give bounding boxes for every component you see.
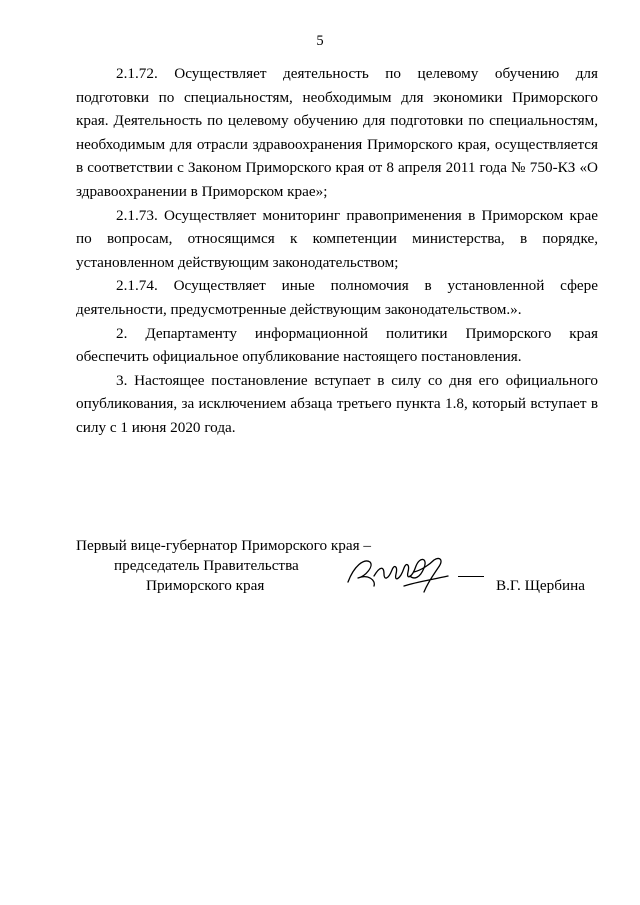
signatory-title-line1: Первый вице-губернатор Приморского края – xyxy=(76,537,371,554)
signature-dash xyxy=(458,576,484,577)
paragraph-2-1-74: 2.1.74. Осуществляет иные полномочия в установленной сфере деятельности, предусмотренные действующим законодательством.». xyxy=(76,277,598,318)
signatory-title-line2: председатель Правительства xyxy=(114,557,299,574)
document-body xyxy=(76,62,598,440)
signatory-title-line3: Приморского края xyxy=(146,577,265,594)
paragraph-2-1-72: 2.1.72. Осуществляет деятельность по целевому обучению для подготовки по специальностям, необходимым для экономики Приморского края. Деятельность по целевому обучению для подготовки по специальностям, необходимым для отрасли здравоохранения Приморского края, осуществляется в соответствии с Законом Приморского края от 8 апреля 2011 года № 750-КЗ «О здравоохранении в Приморском крае»; xyxy=(76,65,598,200)
paragraph-3: 3. Настоящее постановление вступает в силу со дня его официального опубликования, за исключением абзаца третьего пункта 1.8, который вступает в силу с 1 июня 2020 года. xyxy=(76,371,598,436)
paragraph-2: 2. Департаменту информационной политики Приморского края обеспечить официальное опубликование настоящего постановления. xyxy=(76,324,598,366)
paragraph-2-1-73: 2.1.73. Осуществляет мониторинг правоприменения в Приморском крае по вопросам, относящимся к компетенции министерства, в порядке, установленном действующим законодательством; xyxy=(76,206,598,271)
signature-block xyxy=(76,536,606,606)
page-number: 5 xyxy=(316,33,324,49)
signatory-name: В.Г. Щербина xyxy=(496,577,585,594)
handwritten-signature-icon xyxy=(344,552,454,596)
